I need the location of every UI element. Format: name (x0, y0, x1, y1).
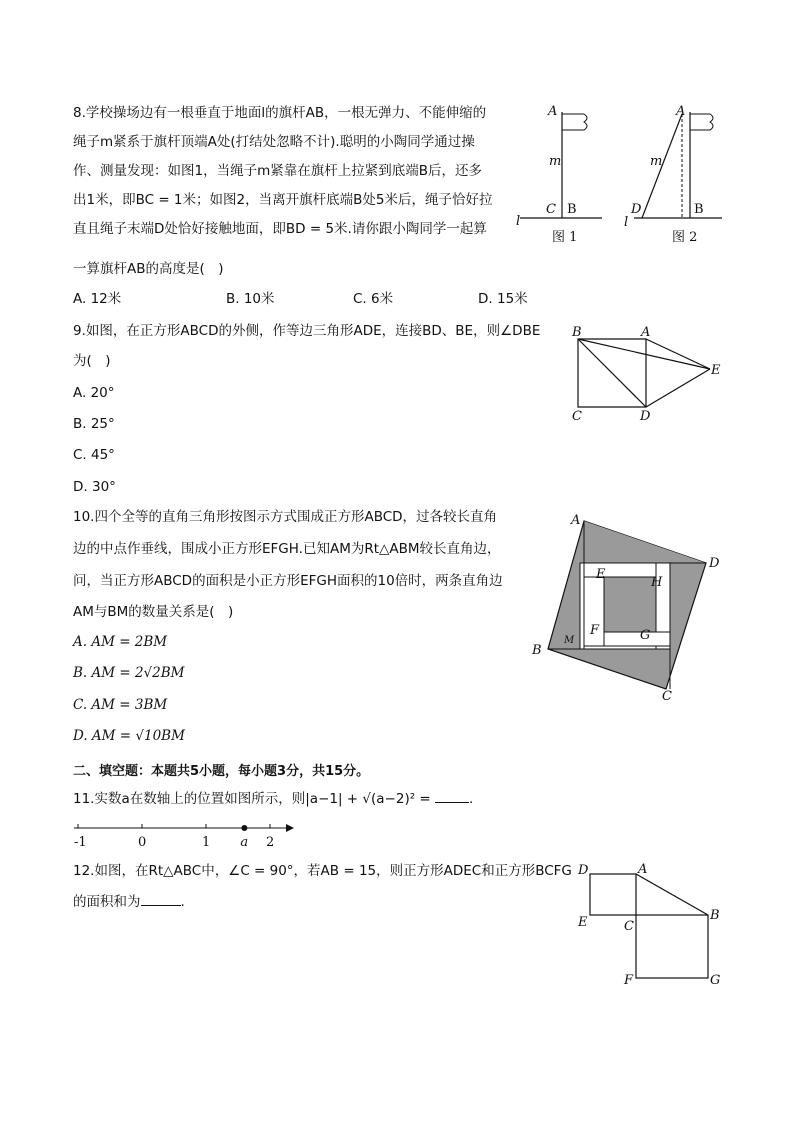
label-a: A (641, 325, 651, 340)
label-d: D (640, 409, 651, 424)
q9-option-c: C. 45° (73, 447, 115, 463)
flag (690, 114, 713, 130)
q10-figure (528, 506, 728, 706)
label-e: E (596, 567, 606, 582)
q11-text-post: . (469, 791, 474, 807)
label-d: D (631, 202, 642, 217)
section-heading: 二、填空题：本题共5小题，每小题3分，共15分。 (73, 764, 370, 779)
q8-line-4: 出1米，即BC = 1米；如图2，当离开旗杆底端B处5米后，绳子恰好拉 (73, 192, 493, 208)
square-efgh-inner (604, 577, 656, 632)
tick-label: 1 (202, 835, 211, 850)
q12-figure (574, 860, 734, 990)
label-e: E (578, 915, 588, 930)
q9-option-b: B. 25° (73, 416, 115, 432)
q8-line-6: 一算旗杆AB的高度是( ) (73, 261, 224, 277)
label-a: A (638, 862, 648, 877)
number-line (70, 818, 310, 854)
q8-figure-1 (510, 100, 610, 250)
q12-line-2-text: 的面积和为 (73, 894, 141, 910)
axis-arrow (286, 824, 294, 832)
square-adec (590, 874, 636, 915)
q10-option-a: A. AM = 2BM (73, 634, 168, 650)
label-a: A (548, 104, 558, 119)
q10-option-c: C. AM = 3BM (73, 697, 168, 713)
q10-line-4: AM与BM的数量关系是( ) (73, 604, 234, 620)
q8-line-3: 作、测量发现：如图1，当绳子m紧靠在旗杆上拉紧到底端B后，还多 (73, 163, 483, 179)
label-d: D (709, 556, 720, 571)
q8-option-b: B. 10米 (226, 291, 275, 307)
q8-option-c: C. 6米 (353, 291, 394, 307)
q8-option-d: D. 15米 (478, 291, 528, 307)
q9-line-2: 为( ) (73, 353, 111, 369)
label-l: l (516, 214, 521, 229)
label-b: B (710, 908, 720, 923)
answer-blank[interactable] (141, 893, 181, 906)
label-e: E (711, 363, 721, 378)
q9-figure (566, 322, 726, 427)
label-a: a (240, 835, 249, 850)
label-m: m (650, 154, 663, 169)
label-g: G (640, 628, 651, 643)
label-f: F (590, 623, 600, 638)
tick-label: 0 (138, 835, 147, 850)
label-c: C (546, 202, 556, 217)
q10-line-2: 边的中点作垂线，围成小正方形EFGH.已知AM为Rt△ABM较长直角边， (73, 541, 501, 557)
segment-ab (636, 874, 708, 915)
label-a: A (571, 513, 581, 528)
label-b: B (572, 325, 582, 340)
q11-text (73, 790, 473, 808)
label-d: D (578, 863, 589, 878)
label-b: B (694, 202, 704, 217)
label-a: A (676, 104, 686, 119)
q12-line-2 (73, 893, 185, 911)
segment-bd (578, 339, 646, 407)
q10-option-d: D. AM = √10BM (73, 728, 185, 744)
label-c: C (624, 919, 634, 934)
label-c: C (572, 409, 582, 424)
square-bcfg (636, 915, 708, 978)
label-f: F (624, 973, 634, 988)
label-m: M (564, 635, 575, 646)
label-m: m (549, 154, 562, 169)
label-h: H (651, 575, 663, 590)
label-b: B (567, 202, 577, 217)
q8-line-2: 绳子m紧系于旗杆顶端A处(打结处忽略不计).聪明的小陶同学通过操 (73, 134, 475, 150)
tick-label: 2 (266, 835, 275, 850)
figure-caption: 图 2 (672, 230, 698, 245)
q12-line-1: 12.如图，在Rt△ABC中，∠C = 90°，若AB = 15，则正方形ADEC和正方形BCFG (73, 863, 572, 879)
answer-blank[interactable] (435, 790, 469, 803)
figure-caption: 图 1 (552, 230, 578, 245)
label-l: l (624, 215, 629, 230)
q12-text-post: . (180, 894, 185, 910)
q10-line-1: 10.四个全等的直角三角形按图示方式围成正方形ABCD，过各较长直角 (73, 509, 498, 525)
segment-be (578, 339, 710, 369)
label-g: G (710, 973, 721, 988)
q8-line-5: 直且绳子末端D处恰好接触地面，即BD = 5米.请你跟小陶同学一起算 (73, 221, 487, 237)
point-a (241, 825, 247, 831)
q8-option-a: A. 12米 (73, 291, 122, 307)
tick-label: -1 (74, 835, 87, 850)
q8-figure-2 (622, 100, 732, 250)
q9-option-d: D. 30° (73, 479, 116, 495)
segment-de (646, 369, 710, 407)
label-b: B (532, 643, 542, 658)
q11-text-pre: 11.实数a在数轴上的位置如图所示，则|a−1| + √(a−2)² = (73, 791, 436, 807)
q10-line-3: 问，当正方形ABCD的面积是小正方形EFGH面积的10倍时，两条直角边 (73, 573, 503, 589)
q8-line-1: 8.学校操场边有一根垂直于地面l的旗杆AB，一根无弹力、不能伸缩的 (73, 105, 487, 121)
q9-line-1: 9.如图，在正方形ABCD的外侧，作等边三角形ADE，连接BD、BE，则∠DBE (73, 323, 541, 339)
flag (562, 114, 587, 130)
q9-option-a: A. 20° (73, 385, 115, 401)
segment-ae (646, 339, 710, 369)
label-c: C (662, 689, 672, 704)
q10-option-b: B. AM = 2√2BM (73, 665, 185, 681)
